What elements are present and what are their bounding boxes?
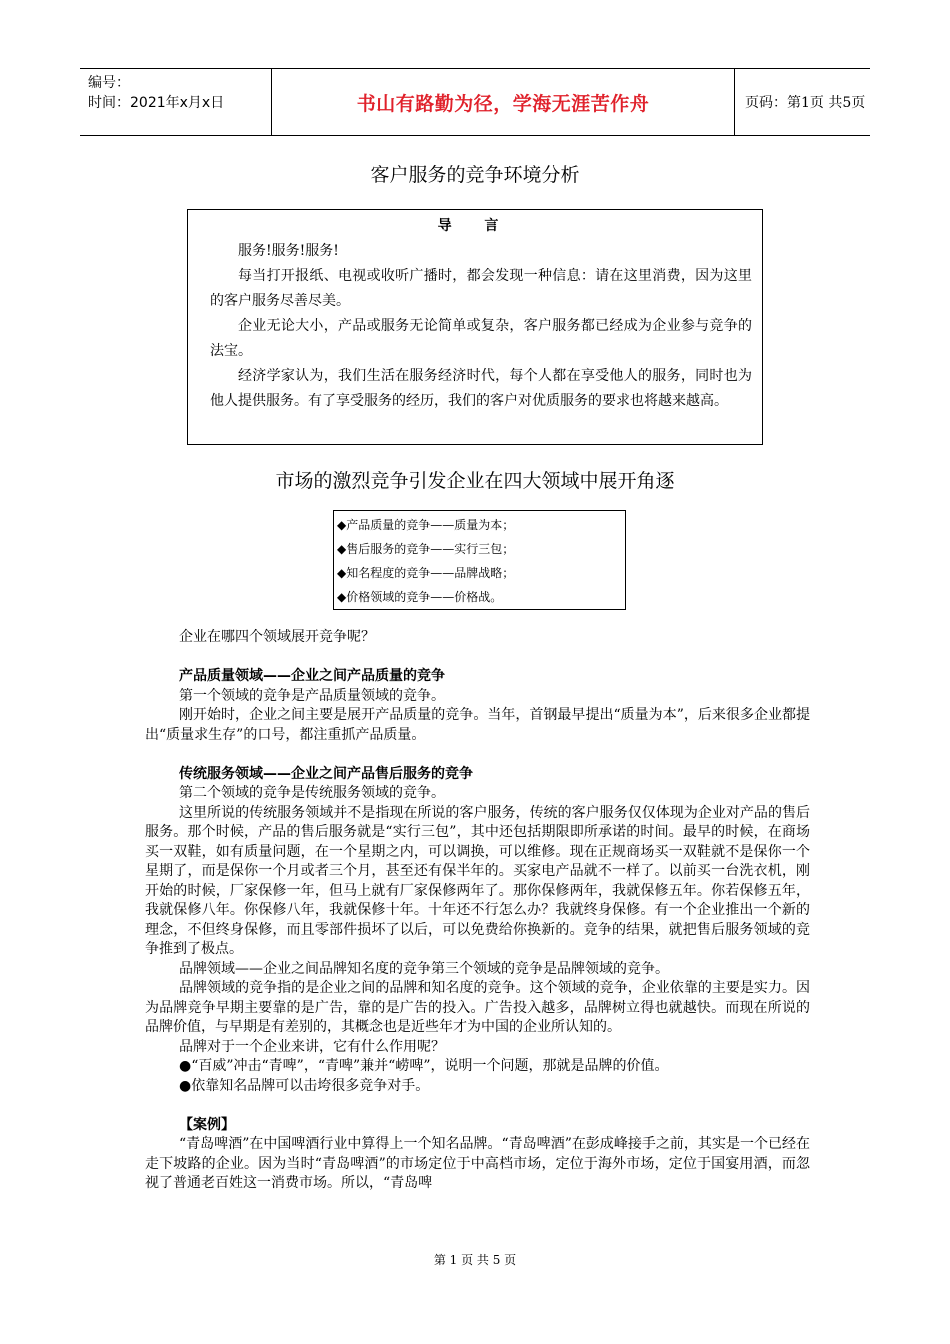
bullet-item: ●依靠知名品牌可以击垮很多竞争对手。 <box>179 1077 430 1094</box>
serial-label: 编号： <box>88 75 130 91</box>
paragraph: 第一个领域的竞争是产品质量领域的竞争。 <box>179 687 445 704</box>
intro-paragraph: 服务!服务!服务! <box>238 243 339 259</box>
page-title: 客户服务的竞争环境分析 <box>370 164 580 186</box>
page-footer: 第 1 页 共 5 页 <box>433 1253 517 1267</box>
bullet-item: ●“百威”冲击“青啤”，“青啤”兼并“崂啤”，说明一个问题，那就是品牌的价值。 <box>179 1058 669 1074</box>
domain-item: ◆知名程度的竞争——品牌战略； <box>337 566 515 580</box>
intro-paragraph: 经济学家认为，我们生活在服务经济时代，每个人都在享受他人的服务，同时也为他人提供服务。有了享受服务的经历，我们的客户对优质服务的要求也将越来越高。 <box>210 368 752 409</box>
case-paragraph: “青岛啤酒”在中国啤酒行业中算得上一个知名品牌。“青岛啤酒”在彭成峰接手之前，其实是一个已经在走下坡路的企业。因为当时“青岛啤酒”的市场定位于中高档市场，定位于海外市场，定位于国宴用酒，而忽视了普通老百姓这一消费市场。所以，“青岛啤 <box>145 1136 810 1191</box>
domain-list-box <box>333 510 626 610</box>
date-line: 时间：2021年x月x日 <box>88 95 225 111</box>
domain-item: ◆产品质量的竞争——质量为本； <box>337 518 515 532</box>
intro-box <box>187 209 763 445</box>
domain-item: ◆售后服务的竞争——实行三包； <box>337 542 515 556</box>
domain-item: ◆价格领域的竞争——价格战。 <box>337 590 503 604</box>
paragraph: 品牌领域的竞争指的是企业之间的品牌和知名度的竞争。这个领域的竞争，企业依靠的主要是实力。因为品牌竞争早期主要靠的是广告，靠的是广告的投入。广告投入越多，品牌树立得也就越快。而现在所说的品牌价值，与早期是有差别的，其概念也是近些年才为中国的企业所认知的。 <box>145 980 810 1035</box>
intro-paragraph: 每当打开报纸、电视或收听广播时，都会发现一种信息：请在这里消费，因为这里的客户服务尽善尽美。 <box>210 268 752 309</box>
subheading-quality: 产品质量领域——企业之间产品质量的竞争 <box>179 668 445 684</box>
section-heading: 市场的激烈竞争引发企业在四大领域中展开角逐 <box>275 470 675 492</box>
paragraph: 这里所说的传统服务领域并不是指现在所说的客户服务，传统的客户服务仅仅体现为企业对产品的售后服务。那个时候，产品的售后服务就是“实行三包”，其中还包括期限即所承诺的时间。最早的时候，在商场买一双鞋，如有质量问题，在一个星期之内，可以调换，可以维修。现在正规商场买一双鞋就不是保你一个星期了，而是保你一个月或者三个月，甚至还有保半年的。买家电产品就不一样了。以前买一台洗衣机，刚开始的时候，厂家保修一年，但马上就有厂家保修两年了。那你保修两年，我就保修五年。你若保修五年，我就保修八年。你保修八年，我就保修十年。十年还不行怎么办？我就终身保修。有一个企业推出一个新的理念，不但终身保修，而且零部件损坏了以后，可以免费给你换新的。竞争的结果，就把售后服务领域的竞争推到了极点。 <box>145 804 810 957</box>
paragraph: 刚开始时，企业之间主要是展开产品质量的竞争。当年，首钢最早提出“质量为本”，后来很多企业都提出“质量求生存”的口号，都注重抓产品质量。 <box>145 707 810 743</box>
question: 企业在哪四个领域展开竞争呢？ <box>179 629 375 645</box>
paragraph: 品牌对于一个企业来讲，它有什么作用呢？ <box>179 1038 445 1055</box>
intro-paragraph: 企业无论大小，产品或服务无论简单或复杂，客户服务都已经成为企业参与竞争的法宝。 <box>210 318 752 359</box>
subheading-service: 传统服务领域——企业之间产品售后服务的竞争 <box>179 765 473 782</box>
header-page-info: 页码：第1页 共5页 <box>745 95 866 111</box>
intro-title: 导 言 <box>437 218 513 234</box>
header-table <box>80 68 870 136</box>
header-meta <box>80 69 272 135</box>
header-motto: 书山有路勤为径，学海无涯苦作舟 <box>272 69 735 135</box>
paragraph: 第二个领域的竞争是传统服务领域的竞争。 <box>179 785 445 801</box>
paragraph: 品牌领域——企业之间品牌知名度的竞争第三个领域的竞争是品牌领域的竞争。 <box>179 960 669 977</box>
case-label: 【案例】 <box>179 1116 235 1133</box>
body-text <box>145 628 810 1194</box>
